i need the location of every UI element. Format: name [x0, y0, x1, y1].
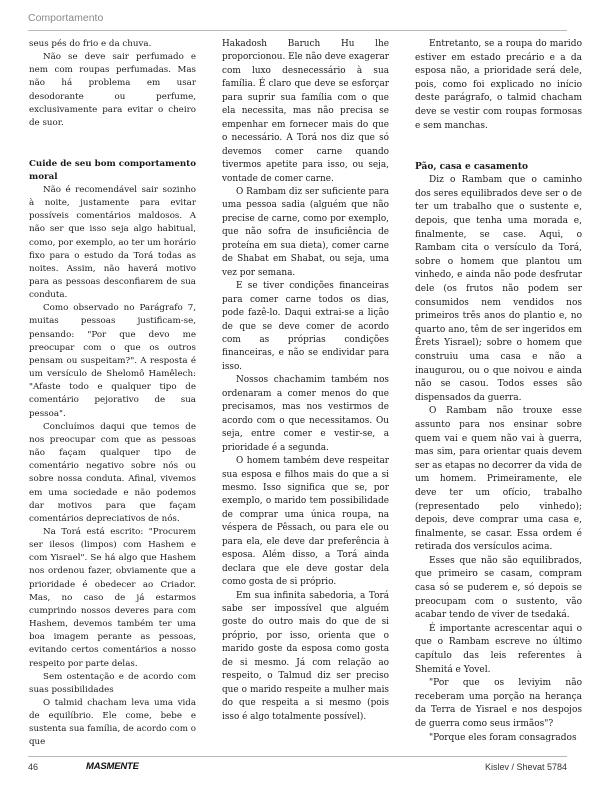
- paragraph: É importante acrescentar aqui o que o Rambam escreve no último capítulo das leis referentes à Shemitá e Yovel.: [415, 623, 582, 675]
- paragraph: seus pés do frio e da chuva.: [29, 39, 152, 49]
- subheading: Pão, casa e casamento: [415, 161, 528, 172]
- paragraph: Concluímos daqui que temos de nos preocupar com que as pessoas não façam qualquer tipo de comentário negativo sobre nós ou sobre nossa conduta. Afinal, vivemos em uma sociedade e não podemos dar motivos para que façam comentários depreciativos de nós.: [29, 421, 196, 524]
- paragraph: Entretanto, se a roupa do marido estiver em estado precário e a da esposa não, a prioridade será dele, pois, como foi explicado no início deste parágrafo, o talmid chacham deve se vestir com roupas formosas e sem manchas.: [415, 39, 582, 131]
- header-divider: [28, 30, 567, 31]
- issue-date: Kislev / Shevat 5784: [484, 762, 567, 772]
- paragraph: O Rambam não trouxe esse assunto para nos ensinar sobre quem vai e quem não vai à guerra, mas sim, para orientar quais devem ser as etapas no decorrer da vida de um homem. Primeiramente, ele deve ter um ofício, trabalho (representado pelo vinhedo); depois, deve comprar uma casa e, finalmente, se casar. Essa ordem é retirada dos versículos acima.: [415, 406, 582, 553]
- paragraph: O Rambam diz ser suficiente para uma pessoa sadia (alguém que não precise de carne, como por exemplo, que não sofra de insuficiência de proteína em sua dieta), comer carne de Shabat em Shabat, ou seja, uma vez por semana.: [222, 186, 389, 278]
- paragraph: Diz o Rambam que o caminho dos seres equilibrados deve ser o de ter um trabalho que o sustente e, depois, que tenha uma morada e, finalmente, se case. Aqui, o Rambam cita o versículo da Torá, sobre o homem que plantou um vinhedo, e ainda não pode desfrutar dele (os frutos não podem ser consumidos nem vendidos nos primeiros três anos do plantio e, no quarto ano, têm de ser ingeridos em Êrets Yisrael); sobre o homem que construiu uma casa e não a inaugurou, ou o que noivou e ainda não se casou. Todos esses são dispensados da guerra.: [415, 175, 582, 403]
- paragraph: Em sua infinita sabedoria, a Torá sabe ser impossível que alguém goste do outro mais do que de si próprio, por isso, orienta que o marido goste da esposa como gosta de si mesmo. Já com relação ao respeito, o Talmud diz ser preciso que o marido respeite a mulher mais do que respeita a si mesmo (pois isso é algo totalmente possível).: [222, 590, 389, 722]
- magazine-logo: MASMENTE: [86, 761, 139, 772]
- paragraph: Não é recomendável sair sozinho à noite, justamente para evitar possíveis comentários maldosos. A não ser que isso seja algo habitual, como, por exemplo, ao ter um horário fixo para o estudo da Torá todas as noites. Assim, não haverá motivo para as pessoas desconfiarem de sua conduta.: [29, 184, 196, 301]
- footer-divider: [28, 756, 567, 757]
- paragraph: E se tiver condições financeiras para comer carne todos os dias, pode fazê-lo. Daqui extrai-se a lição de que se deve comer de acordo com as próprias condições financeiras, e não se endividar para isso.: [222, 281, 389, 372]
- paragraph: "Porque eles foram consagrados: [429, 732, 577, 743]
- column-3: [415, 38, 582, 745]
- paragraph: Hakadosh Baruch Hu lhe proporcionou. Ele não deve exagerar com luxo desnecessário à sua família. É claro que deve se esforçar para suprir sua família com o que ela necessita, mas não precisa se empenhar em fornecer mais do que o necessário. A Torá nos diz que só devemos comer carne quando tivermos apetite para isso, ou seja, vontade de comer carne.: [222, 39, 389, 184]
- paragraph: Não se deve sair perfumado e nem com roupas perfumadas. Mas não há problema em usar desodorante ou perfume, exclusivamente para evitar o cheiro de suor.: [29, 52, 196, 128]
- paragraph: Na Torá está escrito: "Procurem ser ilesos (limpos) com Hashem e com Yisrael". Se há algo que Hashem nos ordenou fazer, obviamente que a prioridade é obedecer ao Criador. Mas, no caso de já estarmos cumprindo nossos deveres para com Hashem, devemos também ter uma boa imagem perante as pessoas, evitando certos comentários a nosso respeito por parte delas.: [29, 526, 196, 669]
- paragraph: Nossos chachamim também nos ordenaram a comer menos do que precisamos, mas nos vestirmos de acordo com o que necessitamos. Ou seja, entre comer e vestir-se, a prioridade é a segunda.: [222, 375, 389, 453]
- subheading: Cuide de seu bom comportamento moral: [29, 158, 196, 182]
- paragraph: Esses que não são equilibrados, que primeiro se casam, compram casa só se puderem e, só depois se preocupam com o sustento, vão acabar tendo de viver de tsedaká.: [415, 555, 582, 621]
- page-number: 46: [28, 762, 39, 772]
- paragraph: O homem também deve respeitar sua esposa e filhos mais do que a si mesmo. Isso significa que se, por exemplo, o marido tem possibilidade de comprar uma única roupa, na véspera de Pêssach, ou para ele ou para ela, ele deve dar preferência à esposa. Além disso, a Torá ainda declara que ele deve gostar dela como gosta de si próprio.: [222, 456, 389, 588]
- column-1: [29, 38, 196, 750]
- paragraph: O talmid chacham leva uma vida de equilíbrio. Ele come, bebe e sustenta sua família, de acordo com o que: [29, 698, 196, 748]
- section-title: Comportamento: [28, 12, 104, 24]
- column-2: [222, 38, 389, 724]
- paragraph: Sem ostentação e de acordo com suas possibilidades: [29, 671, 196, 695]
- paragraph: "Por que os leviyim não receberam uma porção na herança da Terra de Yisrael e nos despojos de guerra como seus irmãos"?: [415, 678, 582, 729]
- paragraph: Como observado no Parágrafo 7, muitas pessoas justificam-se, pensando: "Por que devo me preocupar com o que os outros pensam ou suspeitam?". A resposta é um versículo de Shelomô Hamêlech: "Afaste todo e qualquer tipo de comentário pejorativo de sua pessoa".: [29, 303, 196, 419]
